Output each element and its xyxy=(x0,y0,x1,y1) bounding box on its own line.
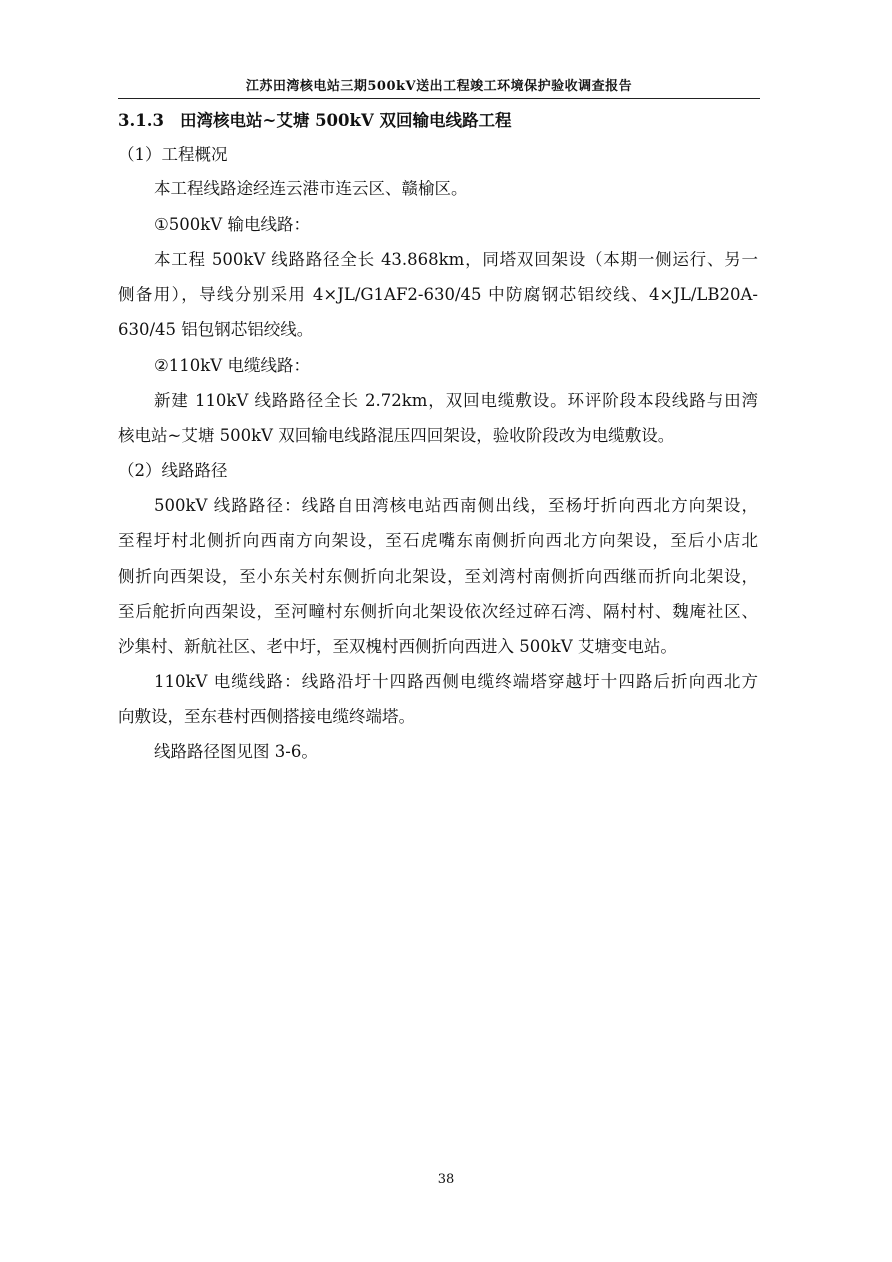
paragraph-line: 向敷设，至东巷村西侧搭接电缆终端塔。 xyxy=(118,707,415,726)
paragraph-line: 110kV 电缆线路：线路沿圩十四路西侧电缆终端塔穿越圩十四路后折向西北方 xyxy=(154,672,758,691)
section-heading xyxy=(118,110,512,132)
header-divider xyxy=(118,98,760,99)
subheading-line-route: （2）线路路径 xyxy=(118,461,228,480)
paragraph-line: 核电站~艾塘 500kV 双回输电线路混压四回架设，验收阶段改为电缆敷设。 xyxy=(118,426,675,445)
page-number: 38 xyxy=(437,1172,455,1187)
item-heading-500kv-line: ①500kV 输电线路： xyxy=(154,215,310,234)
paragraph-line: 侧折向西架设，至小东关村东侧折向北架设，至刘湾村南侧折向西继而折向北架设， xyxy=(118,567,758,586)
paragraph-line: 本工程 500kV 线路路径全长 43.868km，同塔双回架设（本期一侧运行、另一 xyxy=(154,250,758,269)
section-number: 3.1.3 xyxy=(118,111,164,130)
paragraph-line: 新建 110kV 线路路径全长 2.72km，双回电缆敷设。环评阶段本段线路与田湾 xyxy=(154,391,758,410)
page-header: 江苏田湾核电站三期500kV送出工程竣工环境保护验收调查报告 xyxy=(245,79,633,94)
subheading-project-overview: （1）工程概况 xyxy=(118,145,228,164)
item-heading-110kv-cable: ②110kV 电缆线路： xyxy=(154,356,310,375)
paragraph-line: 630/45 铝包钢芯铝绞线。 xyxy=(118,320,314,339)
paragraph-line: 本工程线路途经连云港市连云区、赣榆区。 xyxy=(154,179,468,198)
paragraph-line: 至后舵折向西架设，至河疃村东侧折向北架设依次经过碎石湾、隔村村、魏庵社区、 xyxy=(118,602,758,621)
paragraph-line: 侧备用），导线分别采用 4×JL/G1AF2-630/45 中防腐钢芯铝绞线、4×JL/LB20A- xyxy=(118,285,758,304)
paragraph-line: 500kV 线路路径：线路自田湾核电站西南侧出线，至杨圩折向西北方向架设， xyxy=(154,496,758,515)
paragraph-line: 至程圩村北侧折向西南方向架设，至石虎嘴东南侧折向西北方向架设，至后小店北 xyxy=(118,531,758,550)
paragraph-line: 沙集村、新航社区、老中圩，至双槐村西侧折向西进入 500kV 艾塘变电站。 xyxy=(118,637,677,656)
figure-reference: 线路路径图见图 3-6。 xyxy=(154,742,318,761)
section-title: 田湾核电站~艾塘 500kV 双回输电线路工程 xyxy=(180,111,512,130)
